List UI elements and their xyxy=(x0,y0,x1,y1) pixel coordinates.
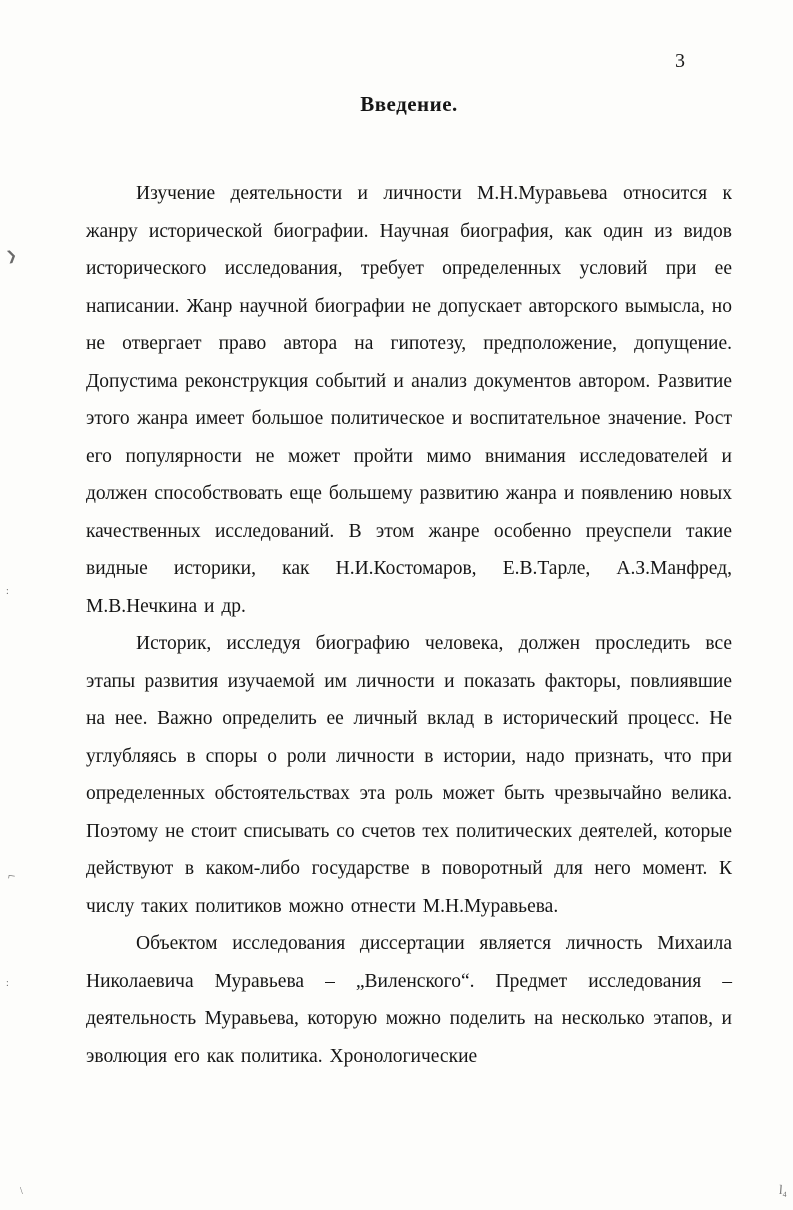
scan-artifact-mark: ❯ xyxy=(4,247,19,264)
paragraph-3: Объектом исследования диссертации является личность Михаила Николаевича Муравьева – „Виленского“. Предмет исследования – деятельность Муравьева, которую можно поделить на несколько этапов, и эволюция его как политика. Хронологические xyxy=(86,933,732,1067)
scan-artifact-mark: ⌐ xyxy=(7,867,17,884)
page-number: 3 xyxy=(675,50,685,72)
paragraph-1: Изучение деятельности и личности М.Н.Муравьева относится к жанру исторической биографии. Научная биография, как один из видов исторического исследования, требует определенных условий при ее написании. Жанр научной биографии не допускает авторского вымысла, но не отвергает право автора на гипотезу, предположение, допущение. Допустима реконструкция событий и анализ документов автором. Развитие этого жанра имеет большое политическое и воспитательное значение. Рост его популярности не может пройти мимо внимания исследователей и должен способствовать еще большему развитию жанра и появлению новых качественных исследований. В этом жанре особенно преуспели такие видные историки, как Н.И.Костомаров, Е.В.Тарле, А.З.Манфред, М.В.Нечкина и др. xyxy=(86,183,732,617)
document-title: Введение. xyxy=(360,92,458,116)
scan-artifact-mark: l₄ xyxy=(778,1181,788,1198)
scan-artifact-mark: \ xyxy=(20,1186,23,1197)
document-content xyxy=(86,92,732,1075)
paragraph-2: Историк, исследуя биографию человека, должен проследить все этапы развития изучаемой им личности и показать факторы, повлиявшие на нее. Важно определить ее личный вклад в исторический процесс. Не углубляясь в споры о роли личности в истории, надо признать, что при определенных обстоятельствах эта роль может быть чрезвычайно велика. Поэтому не стоит списывать со счетов тех политических деятелей, которые действуют в каком-либо государстве в поворотный для него момент. К числу таких политиков можно отнести М.Н.Муравьева. xyxy=(86,633,732,917)
scan-artifact-mark: : xyxy=(6,586,9,597)
scan-artifact-mark: : xyxy=(6,978,9,989)
